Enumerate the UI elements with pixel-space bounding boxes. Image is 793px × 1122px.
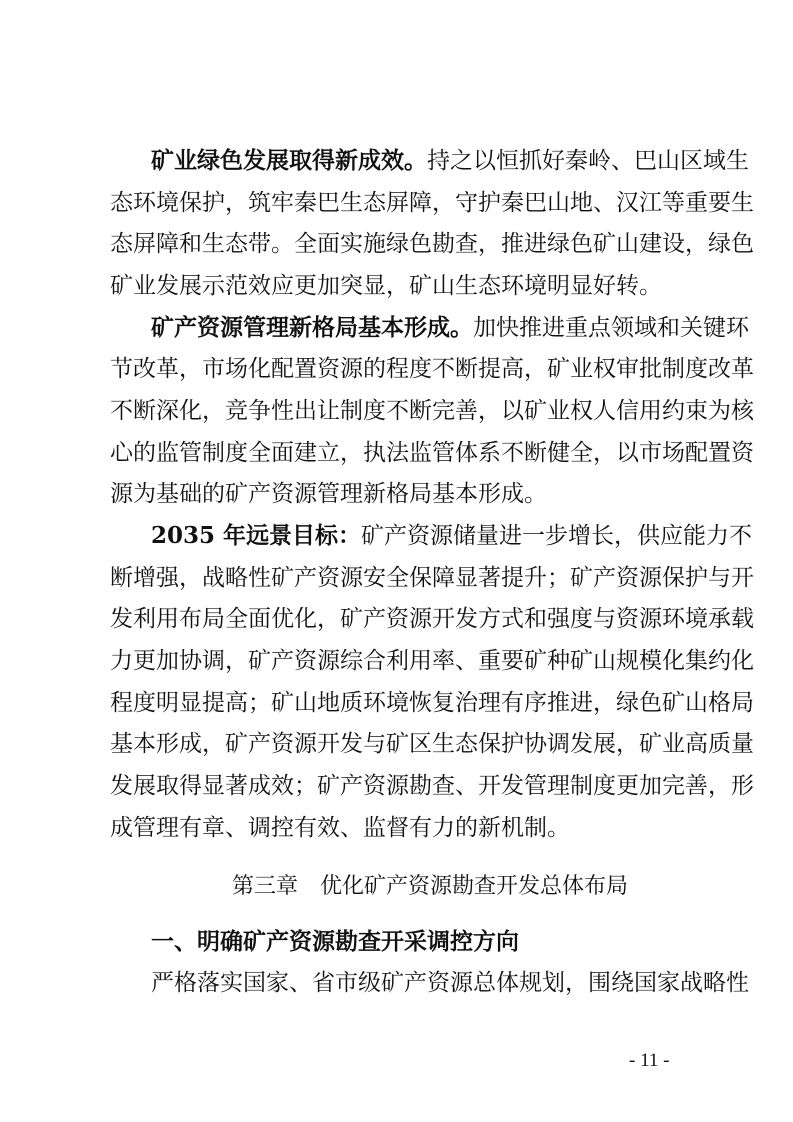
paragraph-3-line-5: 程度明显提高；矿山地质环境恢复治理有序推进，绿色矿山格局 xyxy=(110,690,754,716)
paragraph-2-line-2: 节改革，市场化配置资源的程度不断提高，矿业权审批制度改革 xyxy=(110,356,754,382)
section-title: 一、明确矿产资源勘查开采调控方向 xyxy=(151,928,519,955)
paragraph-2-line-4: 心的监管制度全面建立，执法监管体系不断健全，以市场配置资 xyxy=(110,440,754,466)
paragraph-2-line-3: 不断深化，竞争性出让制度不断完善，以矿业权人信用约束为核 xyxy=(110,398,754,424)
body-line-final: 严格落实国家、省市级矿产资源总体规划，围绕国家战略性 xyxy=(151,970,749,996)
paragraph-1-lead: 矿业绿色发展取得新成效。 xyxy=(151,147,427,174)
paragraph-2-text: 加快推进重点领域和关键环 xyxy=(473,315,749,341)
paragraph-1-text: 持之以恒抓好秦岭、巴山区域生 xyxy=(427,148,749,174)
paragraph-3-line-7: 发展取得显著成效；矿产资源勘查、开发管理制度更加完善，形 xyxy=(110,773,754,799)
chapter-title: 第三章 优化矿产资源勘查开发总体布局 xyxy=(232,874,629,899)
paragraph-3-text: 矿产资源储量进一步增长，供应能力不 xyxy=(361,523,753,549)
paragraph-2-line-5: 源为基础的矿产资源管理新格局基本形成。 xyxy=(110,481,547,507)
paragraph-2-line-1 xyxy=(151,314,749,342)
paragraph-3-line-8: 成管理有章、调控有效、监督有力的新机制。 xyxy=(110,815,570,841)
paragraph-3-line-4: 力更加协调，矿产资源综合利用率、重要矿种矿山规模化集约化 xyxy=(110,648,754,674)
paragraph-1-line-4: 矿业发展示范效应更加突显，矿山生态环境明显好转。 xyxy=(110,273,662,299)
paragraph-1-line-1 xyxy=(151,147,749,175)
paragraph-2-lead: 矿产资源管理新格局基本形成。 xyxy=(151,314,473,341)
paragraph-3-line-2: 断增强，战略性矿产资源安全保障显著提升；矿产资源保护与开 xyxy=(110,565,754,591)
paragraph-1-line-3: 态屏障和生态带。全面实施绿色勘查，推进绿色矿山建设，绿色 xyxy=(110,231,754,257)
paragraph-3-lead: 2035 年远景目标： xyxy=(151,522,362,549)
page-number: - 11 - xyxy=(629,1050,670,1071)
paragraph-1-line-2: 态环境保护，筑牢秦巴生态屏障，守护秦巴山地、汉江等重要生 xyxy=(110,190,754,216)
paragraph-3-line-3: 发利用布局全面优化，矿产资源开发方式和强度与资源环境承载 xyxy=(110,606,754,632)
paragraph-3-line-6: 基本形成，矿产资源开发与矿区生态保护协调发展，矿业高质量 xyxy=(110,731,754,757)
paragraph-3-line-1 xyxy=(151,522,752,550)
